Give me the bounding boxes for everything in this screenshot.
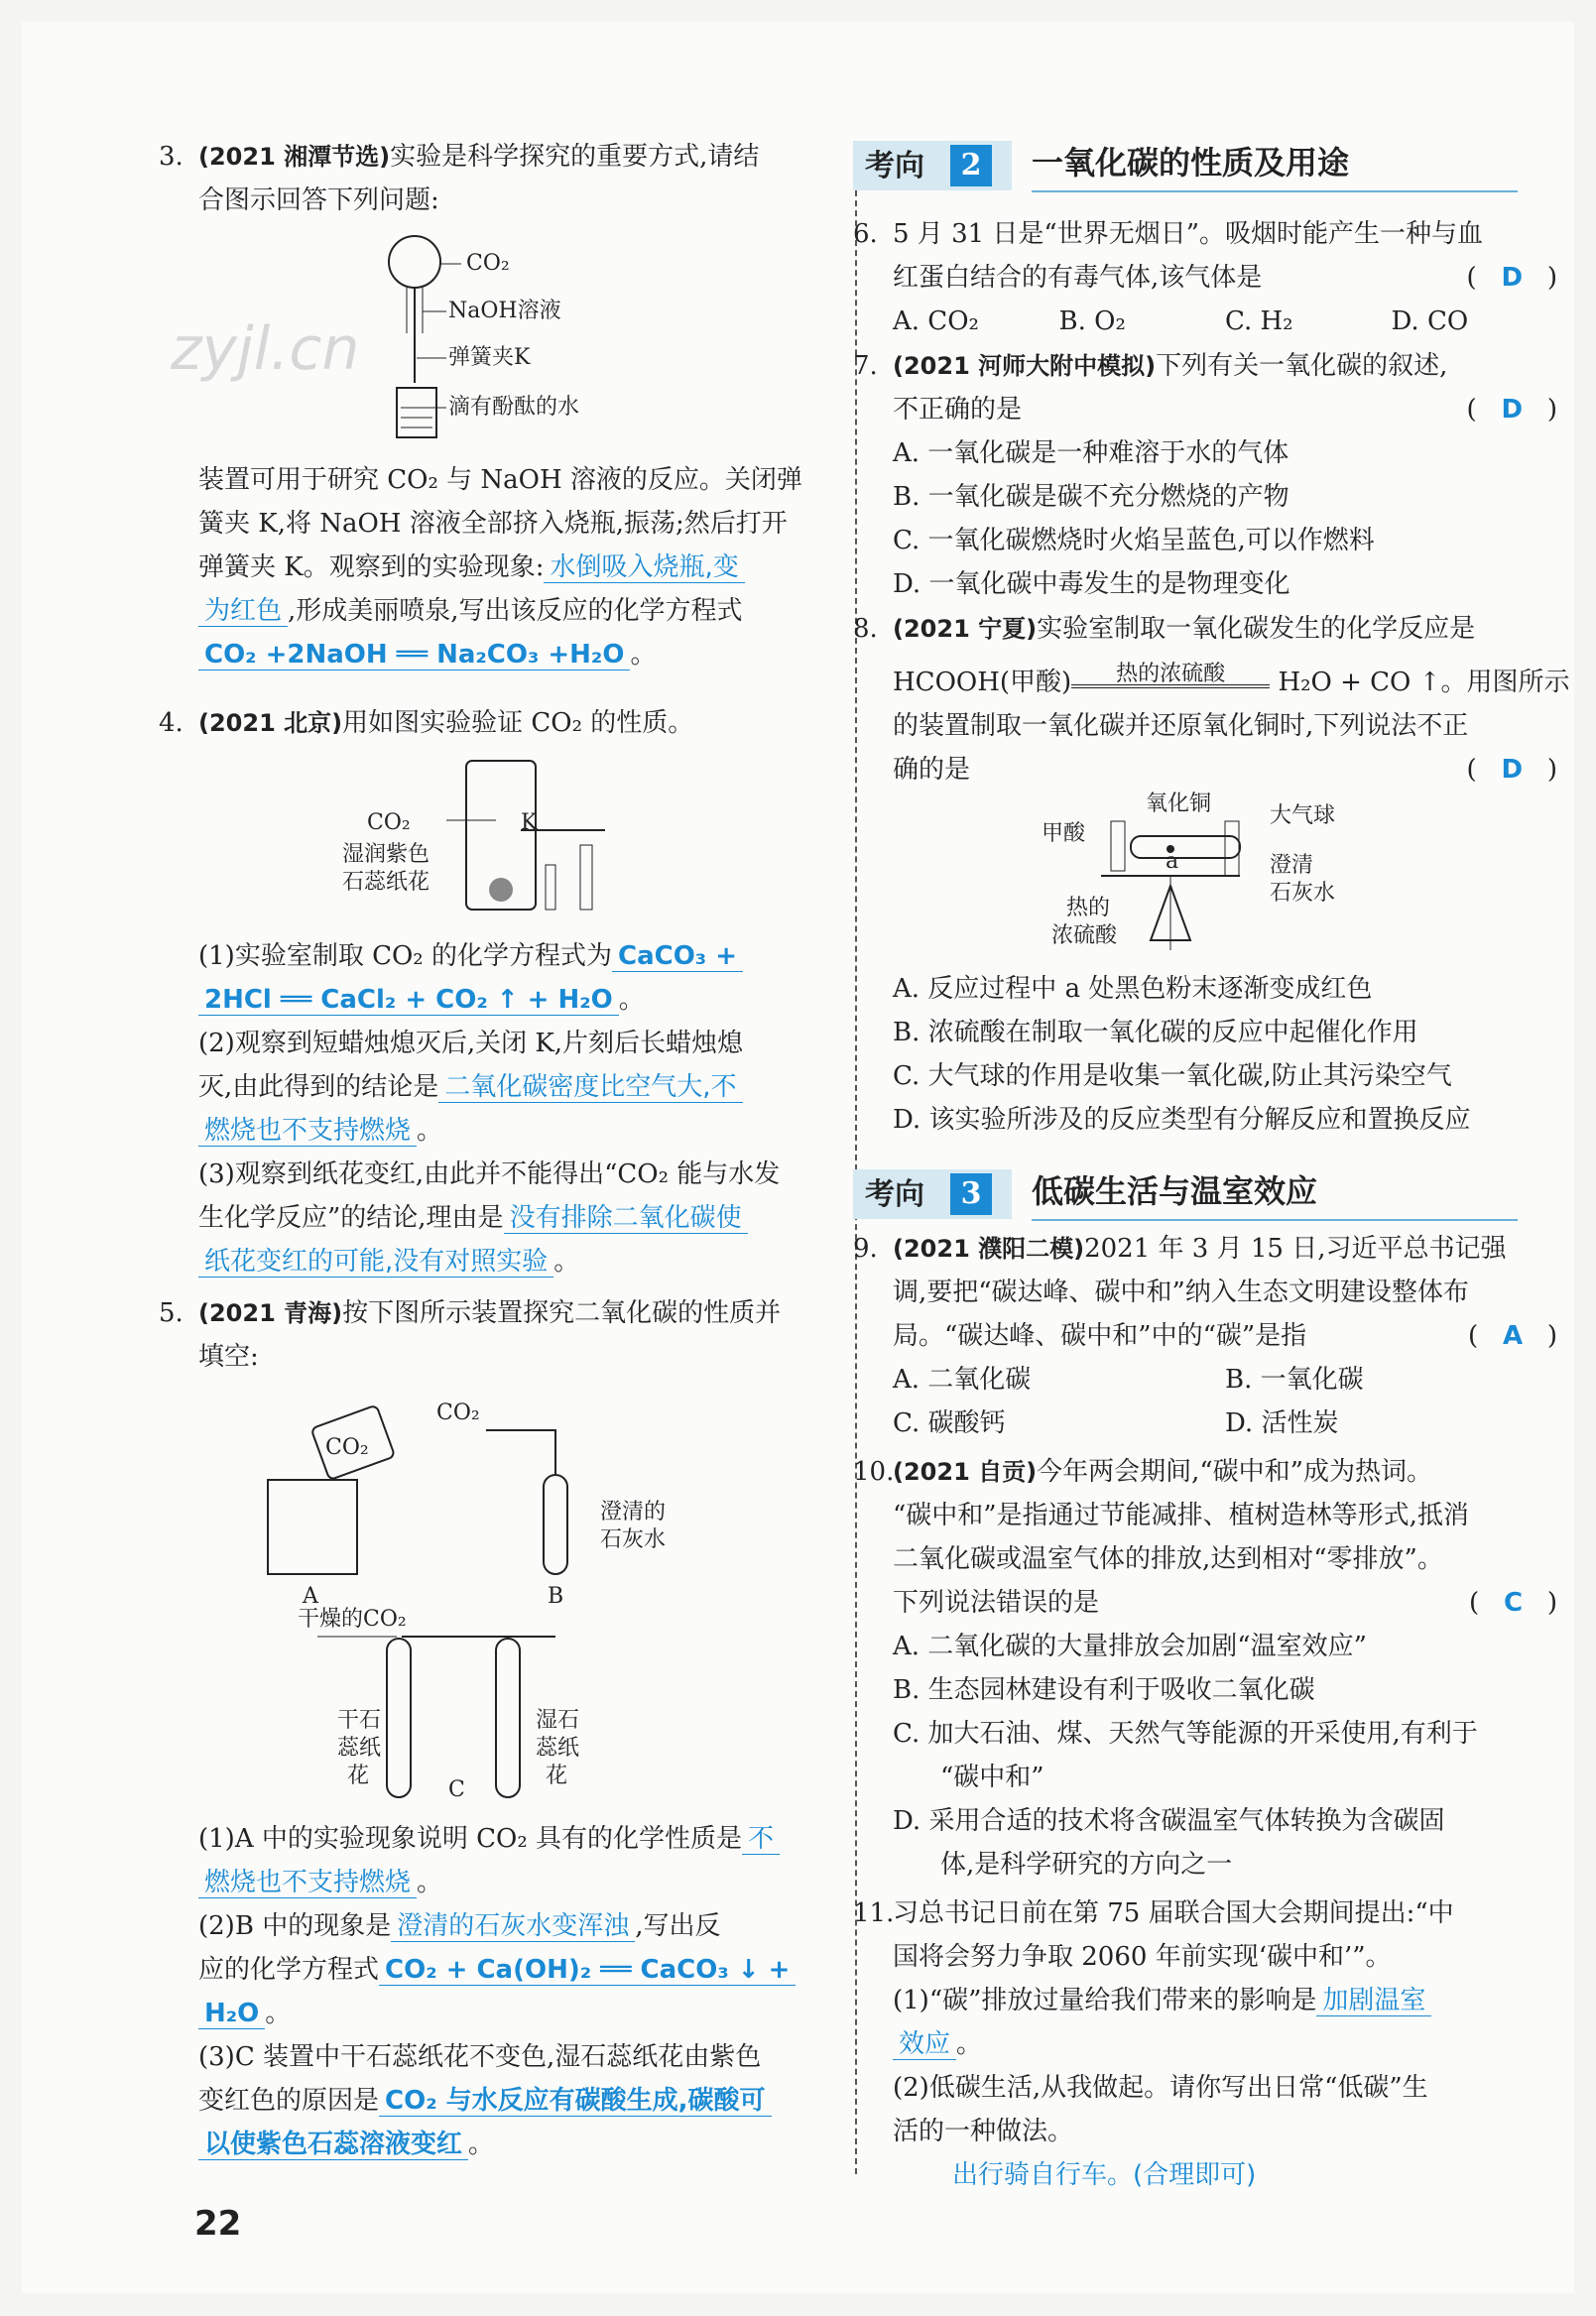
question-text: 装置可用于研究 CO₂ 与 NaOH 溶液的反应。关闭弹 — [198, 465, 802, 495]
label-co2: CO₂ — [325, 1435, 369, 1460]
label-wet-paper: 花 — [546, 1764, 568, 1788]
question-text: 填空: — [198, 1342, 259, 1372]
question-number: 11. — [853, 1898, 895, 1928]
question-text: 2021 年 3 月 15 日,习近平总书记强 — [1084, 1234, 1507, 1264]
question-text: (2)低碳生活,从我做起。请你写出日常“低碳”生 — [893, 2073, 1428, 2103]
page-number: 22 — [194, 2204, 242, 2244]
section-header-3 — [853, 1169, 1518, 1219]
question-text: (1)“碳”排放过量给我们带来的影响是 — [893, 1986, 1317, 2015]
option: C. 大气球的作用是收集一氧化碳,防止其污染空气 — [893, 1061, 1452, 1091]
question-number: 9. — [853, 1234, 878, 1264]
label-cuo: 氧化铜 — [1146, 792, 1212, 816]
label-co2: CO₂ — [466, 251, 510, 276]
answer: 二氧化碳密度比空气大,不 — [438, 1072, 742, 1103]
question-11 — [853, 1891, 1557, 2197]
answer: CO₂ + Ca(OH)₂ ══ CaCO₃ ↓ + — [379, 1955, 796, 1986]
question-text: 实验室制取一氧化碳发生的化学反应是 — [1037, 614, 1476, 644]
answer: C — [1503, 1588, 1524, 1618]
label-c: C — [448, 1777, 465, 1802]
question-text: 实验是科学探究的重要方式,请结 — [390, 142, 760, 172]
option: C. H₂ — [1225, 306, 1293, 336]
question-text: 合图示回答下列问题: — [198, 185, 439, 215]
option-continued: “碳中和” — [940, 1763, 1044, 1792]
question-text: 二氧化碳或温室气体的排放,达到相对“零排放”。 — [893, 1544, 1443, 1574]
question-text: 习总书记日前在第 75 届联合国大会期间提出:“中 — [893, 1898, 1454, 1928]
question-text: (2)B 中的现象是 — [198, 1911, 392, 1941]
question-text: (3)观察到纸花变红,由此并不能得出“CO₂ 能与水发 — [198, 1159, 781, 1189]
answer: 加剧温室 — [1316, 1986, 1431, 2016]
question-text: 5 月 31 日是“世界无烟日”。吸烟时能产生一种与血 — [893, 219, 1484, 249]
question-number: 3. — [159, 142, 184, 172]
section-tag-text: 考向 — [865, 149, 924, 183]
option: B. 一氧化碳是碳不充分燃烧的产物 — [893, 482, 1289, 512]
label-dry-paper: 干石 — [337, 1708, 382, 1733]
section-title: 低碳生活与温室效应 — [1032, 1172, 1318, 1210]
punct: 。 — [630, 640, 657, 670]
equation-left: HCOOH(甲酸) — [893, 668, 1072, 697]
candle-apparatus-figure — [342, 751, 625, 919]
answer: 燃烧也不支持燃烧 — [198, 1116, 417, 1147]
label-limewater: 石灰水 — [600, 1527, 667, 1552]
answer: 澄清的石灰水变浑浊 — [391, 1911, 635, 1942]
question-text: (1)A 中的实验现象说明 CO₂ 具有的化学性质是 — [198, 1824, 743, 1854]
label-dry-paper: 蕊纸 — [337, 1736, 382, 1761]
question-10 — [853, 1450, 1557, 1887]
question-text: 调,要把“碳达峰、碳中和”纳入生态文明建设整体布 — [893, 1278, 1469, 1307]
question-number: 7. — [853, 351, 878, 381]
section-tag-text: 考向 — [865, 1177, 924, 1212]
question-text: 下列有关一氧化碳的叙述, — [1156, 351, 1448, 381]
question-text: ,写出反 — [635, 1911, 721, 1941]
answer-bracket: ( A ) — [1468, 1321, 1557, 1351]
question-source: (2021 北京) — [198, 709, 343, 737]
question-text: 今年两会期间,“碳中和”成为热词。 — [1037, 1457, 1432, 1487]
question-text: (3)C 装置中干石蕊纸花不变色,湿石蕊纸花由紫色 — [198, 2042, 762, 2072]
question-source: (2021 濮阳二模) — [893, 1235, 1085, 1263]
answer: A — [1502, 1321, 1524, 1351]
question-number: 4. — [159, 708, 184, 738]
co2-properties-figure — [258, 1381, 734, 1817]
punct: 。 — [468, 2130, 495, 2159]
question-9 — [853, 1227, 1557, 1445]
label-k: K — [521, 810, 538, 835]
question-source: (2021 湘潭节选) — [198, 143, 391, 171]
label-a: a — [1166, 849, 1179, 874]
question-text: 国将会努力争取 2060 年前实现‘碳中和’”。 — [893, 1942, 1392, 1972]
question-text: 弹簧夹 K。观察到的实验现象: — [198, 552, 545, 582]
textbook-page — [22, 22, 1574, 2293]
punct: 。 — [417, 1116, 443, 1146]
label-co2: CO₂ — [367, 810, 411, 835]
answer: 以使紫色石蕊溶液变红 — [198, 2130, 468, 2160]
question-source: (2021 河师大附中模拟) — [893, 352, 1157, 380]
watermark — [171, 309, 409, 389]
answer: D — [1501, 263, 1524, 293]
label-balloon: 大气球 — [1270, 803, 1336, 828]
question-number: 6. — [853, 219, 878, 249]
label-wet-paper: 湿石 — [536, 1708, 580, 1733]
question-text: 确的是 — [893, 755, 971, 785]
section-header-2 — [853, 141, 1518, 190]
question-6 — [853, 212, 1557, 343]
answer: 纸花变红的可能,没有对照实验 — [198, 1247, 553, 1278]
label-dry-paper: 花 — [347, 1764, 370, 1788]
option: B. 生态园林建设有利于吸收二氧化碳 — [893, 1675, 1315, 1705]
question-source: (2021 宁夏) — [893, 615, 1038, 643]
option: D. 一氧化碳中毒发生的是物理变化 — [893, 569, 1290, 599]
label-naoh: NaOH溶液 — [448, 299, 561, 323]
co-reduction-apparatus-figure — [1042, 792, 1399, 955]
option: A. CO₂ — [893, 306, 979, 336]
option: A. 反应过程中 a 处黑色粉末逐渐变成红色 — [893, 974, 1373, 1004]
svg-text:zyjl.cn: zyjl.cn — [171, 314, 360, 384]
option: B. 浓硫酸在制取一氧化碳的反应中起催化作用 — [893, 1018, 1418, 1047]
question-text: 局。“碳达峰、碳中和”中的“碳”是指 — [893, 1321, 1307, 1351]
question-7 — [853, 344, 1557, 606]
question-text: 灭,由此得到的结论是 — [198, 1072, 439, 1102]
label-dry-co2: 干燥的CO₂ — [298, 1607, 407, 1632]
question-text: 红蛋白结合的有毒气体,该气体是 — [893, 263, 1263, 293]
label-water: 滴有酚酞的水 — [448, 395, 580, 420]
answer: CO₂ 与水反应有碳酸生成,碳酸可 — [379, 2086, 772, 2117]
question-number: 10. — [853, 1457, 895, 1487]
answer: 效应 — [893, 2029, 956, 2060]
label-a: A — [303, 1584, 318, 1609]
option: C. 一氧化碳燃烧时火焰呈蓝色,可以作燃料 — [893, 526, 1375, 555]
answer-bracket: ( D ) — [1466, 395, 1557, 425]
label-sulfuric-acid: 热的 — [1066, 896, 1111, 920]
question-text: ,形成美丽喷泉,写出该反应的化学方程式 — [288, 596, 743, 626]
question-text: (2)观察到短蜡烛熄灭后,关闭 K,片刻后长蜡烛熄 — [198, 1029, 744, 1058]
option: C. 碳酸钙 — [893, 1408, 1006, 1438]
equation-right: H₂O + CO ↑ — [1278, 668, 1441, 697]
answer: 为红色 — [198, 596, 288, 627]
question-5 — [159, 1291, 863, 2159]
option: A. 二氧化碳的大量排放会加剧“温室效应” — [893, 1632, 1367, 1661]
answer: H₂O — [198, 1999, 265, 2029]
option: D. 活性炭 — [1225, 1408, 1339, 1438]
answer: CaCO₃ + — [612, 941, 743, 972]
question-text: 簧夹 K,将 NaOH 溶液全部挤入烧瓶,振荡;然后打开 — [198, 509, 788, 539]
question-text: (1)实验室制取 CO₂ 的化学方程式为 — [198, 941, 612, 971]
label-limewater: 澄清 — [1270, 853, 1314, 878]
question-text: 活的一种做法。 — [893, 2117, 1074, 2146]
question-text: “碳中和”是指通过节能减排、植树造林等形式,抵消 — [893, 1501, 1469, 1530]
label-paper: 湿润紫色 — [342, 842, 430, 867]
question-text: 的装置制取一氧化碳并还原氧化铜时,下列说法不正 — [893, 711, 1469, 741]
question-text: 应的化学方程式 — [198, 1955, 380, 1985]
answer: 燃烧也不支持燃烧 — [198, 1868, 417, 1898]
section-title: 一氧化碳的性质及用途 — [1032, 144, 1350, 182]
label-formic-acid: 甲酸 — [1042, 821, 1086, 846]
answer: 不 — [742, 1824, 780, 1855]
answer: 2HCl ══ CaCl₂ + CO₂ ↑ + H₂O — [198, 985, 619, 1016]
question-source: (2021 青海) — [198, 1299, 343, 1327]
label-limewater: 澄清的 — [600, 1500, 667, 1524]
answer: 没有排除二氧化碳使 — [504, 1203, 748, 1234]
answer: 水倒吸入烧瓶,变 — [544, 552, 744, 583]
question-number: 8. — [853, 614, 878, 644]
punct: 。 — [618, 985, 645, 1015]
question-text: 下列说法错误的是 — [893, 1588, 1100, 1618]
section-number: 2 — [950, 145, 992, 186]
option: D. 采用合适的技术将含碳温室气体转换为含碳固 — [893, 1806, 1445, 1836]
answer: 出行骑自行车。(合理即可) — [952, 2160, 1257, 2190]
option: D. 该实验所涉及的反应类型有分解反应和置换反应 — [893, 1105, 1471, 1135]
section-underline — [1032, 190, 1518, 192]
question-text: 按下图所示装置探究二氧化碳的性质并 — [342, 1298, 782, 1328]
option: D. CO — [1391, 306, 1469, 336]
question-4 — [159, 701, 863, 1277]
punct: 。 — [956, 2029, 983, 2059]
answer-equation: CO₂ +2NaOH ══ Na₂CO₃ +H₂O — [198, 640, 630, 670]
answer-bracket: ( C ) — [1469, 1588, 1557, 1618]
label-paper: 石蕊纸花 — [342, 870, 430, 895]
label-sulfuric-acid: 浓硫酸 — [1051, 923, 1118, 948]
answer-bracket: ( D ) — [1466, 263, 1557, 293]
option: B. 一氧化碳 — [1225, 1365, 1364, 1395]
equation-condition: 热的浓硫酸 — [1071, 665, 1270, 688]
label-limewater: 石灰水 — [1270, 881, 1336, 906]
label-clip: 弹簧夹K — [448, 345, 531, 370]
section-number: 3 — [950, 1173, 992, 1215]
punct: 。 — [553, 1247, 580, 1277]
option: A. 二氧化碳 — [893, 1365, 1032, 1395]
question-source: (2021 自贡) — [893, 1458, 1038, 1486]
option: B. O₂ — [1058, 306, 1126, 336]
question-text: 不正确的是 — [893, 395, 1023, 425]
answer: D — [1501, 755, 1524, 785]
punct: 。 — [265, 1999, 292, 2028]
option: A. 一氧化碳是一种难溶于水的气体 — [893, 438, 1289, 468]
option-continued: 体,是科学研究的方向之一 — [940, 1850, 1233, 1880]
label-wet-paper: 蕊纸 — [536, 1736, 580, 1761]
question-8 — [853, 607, 1570, 1142]
question-text: 。用图所示 — [1440, 668, 1570, 697]
punct: 。 — [417, 1868, 443, 1897]
question-text: 变红色的原因是 — [198, 2086, 380, 2116]
answer-bracket: ( D ) — [1466, 755, 1557, 785]
section-underline — [1032, 1219, 1518, 1221]
question-text: 用如图实验验证 CO₂ 的性质。 — [342, 708, 694, 738]
question-number: 5. — [159, 1298, 184, 1328]
question-text: 生化学反应”的结论,理由是 — [198, 1203, 504, 1233]
fountain-apparatus-figure — [387, 234, 684, 442]
option: C. 加大石油、煤、天然气等能源的开采使用,有利于 — [893, 1719, 1478, 1749]
label-b: B — [548, 1584, 564, 1609]
answer: D — [1501, 395, 1524, 425]
label-co2: CO₂ — [436, 1401, 480, 1425]
